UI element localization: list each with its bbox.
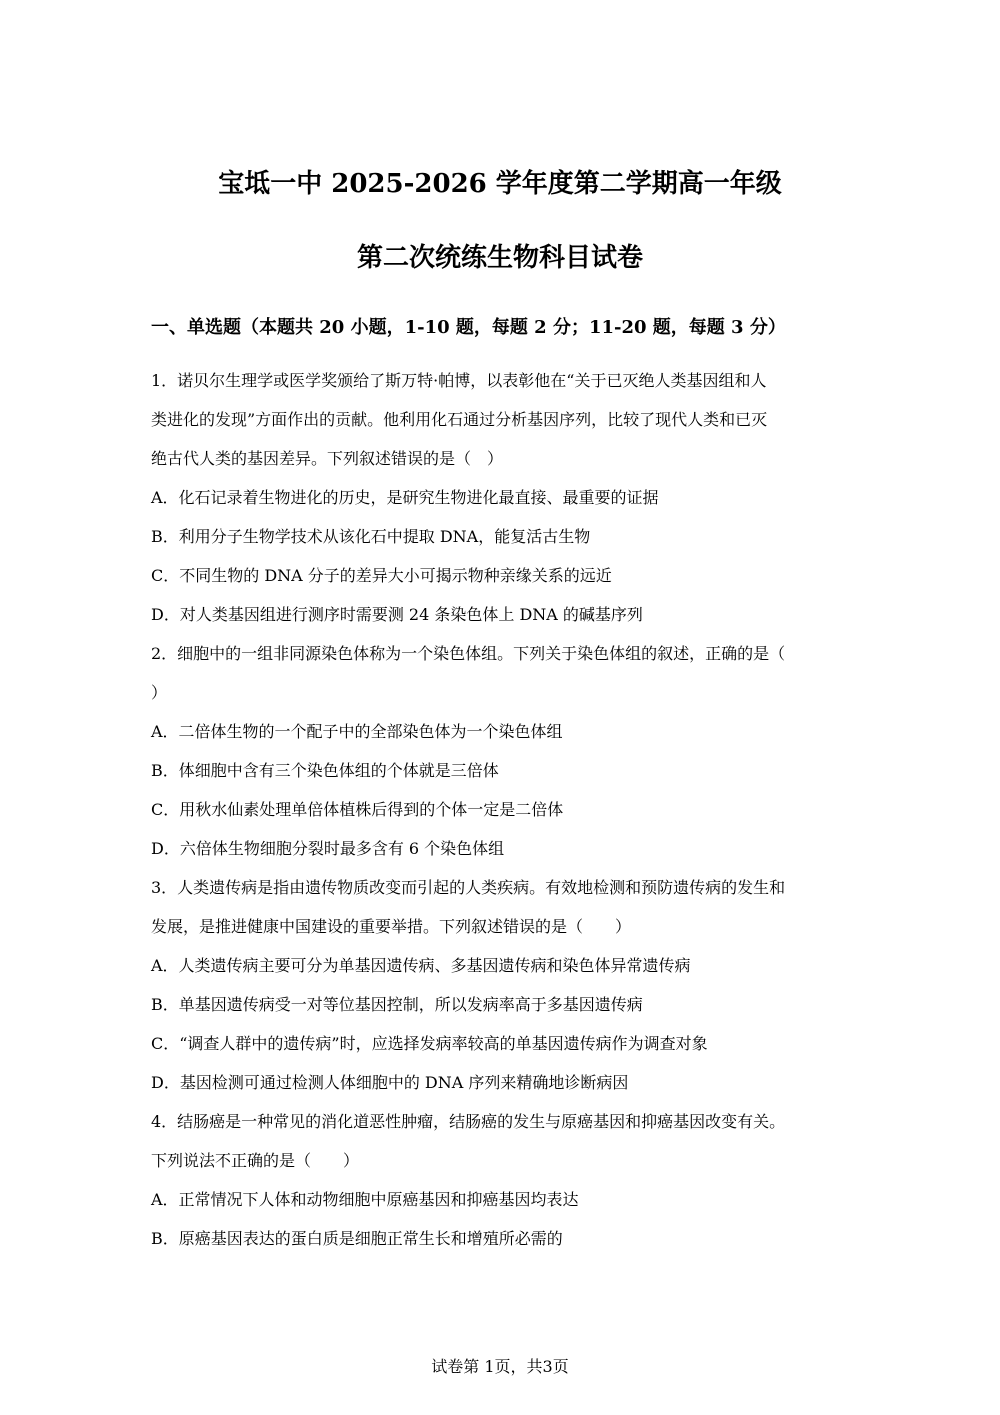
exam-subtitle: 第二次统练生物科目试卷 <box>356 243 643 273</box>
q1-option-d: D．对人类基因组进行测序时需要测 24 条染色体上 DNA 的碱基序列 <box>151 605 643 624</box>
q2-option-c: C．用秋水仙素处理单倍体植株后得到的个体一定是二倍体 <box>151 800 564 819</box>
q2-option-b: B．体细胞中含有三个染色体组的个体就是三倍体 <box>151 761 499 780</box>
q4-option-a: A．正常情况下人体和动物细胞中原癌基因和抑癌基因均表达 <box>151 1190 579 1209</box>
q1-stem-line-2: 类进化的发现”方面作出的贡献。他利用化石通过分析基因序列，比较了现代人类和已灭 <box>151 410 768 429</box>
q3-stem-line-1: 3．人类遗传病是指由遗传物质改变而引起的人类疾病。有效地检测和预防遗传病的发生和 <box>151 878 786 897</box>
q4-stem-line-1: 4．结肠癌是一种常见的消化道恶性肿瘤，结肠癌的发生与原癌基因和抑癌基因改变有关。 <box>151 1112 786 1131</box>
page-footer: 试卷第 1页，共3页 <box>431 1357 569 1376</box>
q3-stem-line-2: 发展，是推进健康中国建设的重要举措。下列叙述错误的是（ ） <box>151 917 632 936</box>
q2-option-a: A．二倍体生物的一个配子中的全部染色体为一个染色体组 <box>151 722 563 741</box>
q1-option-c: C．不同生物的 DNA 分子的差异大小可揭示物种亲缘关系的远近 <box>151 566 612 585</box>
q2-option-d: D．六倍体生物细胞分裂时最多含有 6 个染色体组 <box>151 839 505 858</box>
q1-option-a: A．化石记录着生物进化的历史，是研究生物进化最直接、最重要的证据 <box>151 488 659 507</box>
q3-option-d: D．基因检测可通过检测人体细胞中的 DNA 序列来精确地诊断病因 <box>151 1073 629 1092</box>
q1-option-b: B．利用分子生物学技术从该化石中提取 DNA，能复活古生物 <box>151 527 591 546</box>
q4-option-b: B．原癌基因表达的蛋白质是细胞正常生长和增殖所必需的 <box>151 1229 563 1248</box>
q2-stem-line-2: ） <box>151 683 168 702</box>
q3-option-b: B．单基因遗传病受一对等位基因控制，所以发病率高于多基因遗传病 <box>151 995 643 1014</box>
q3-option-c: C．“调查人群中的遗传病”时，应选择发病率较高的单基因遗传病作为调查对象 <box>151 1034 708 1053</box>
q4-stem-line-2: 下列说法不正确的是（ ） <box>151 1151 360 1170</box>
q1-stem-line-1: 1．诺贝尔生理学或医学奖颁给了斯万特·帕博，以表彰他在“关于已灭绝人类基因组和人 <box>151 371 767 390</box>
q2-stem-line-1: 2．细胞中的一组非同源染色体称为一个染色体组。下列关于染色体组的叙述，正确的是（ <box>151 644 786 663</box>
section-heading: 一、单选题（本题共 20 小题，1-10 题，每题 2 分；11-20 题，每题 3 分） <box>151 317 786 338</box>
q3-option-a: A．人类遗传病主要可分为单基因遗传病、多基因遗传病和染色体异常遗传病 <box>151 956 691 975</box>
q1-stem-line-3: 绝古代人类的基因差异。下列叙述错误的是（ ） <box>151 449 504 468</box>
exam-title: 宝坻一中 2025-2026 学年度第二学期高一年级 <box>218 169 782 199</box>
